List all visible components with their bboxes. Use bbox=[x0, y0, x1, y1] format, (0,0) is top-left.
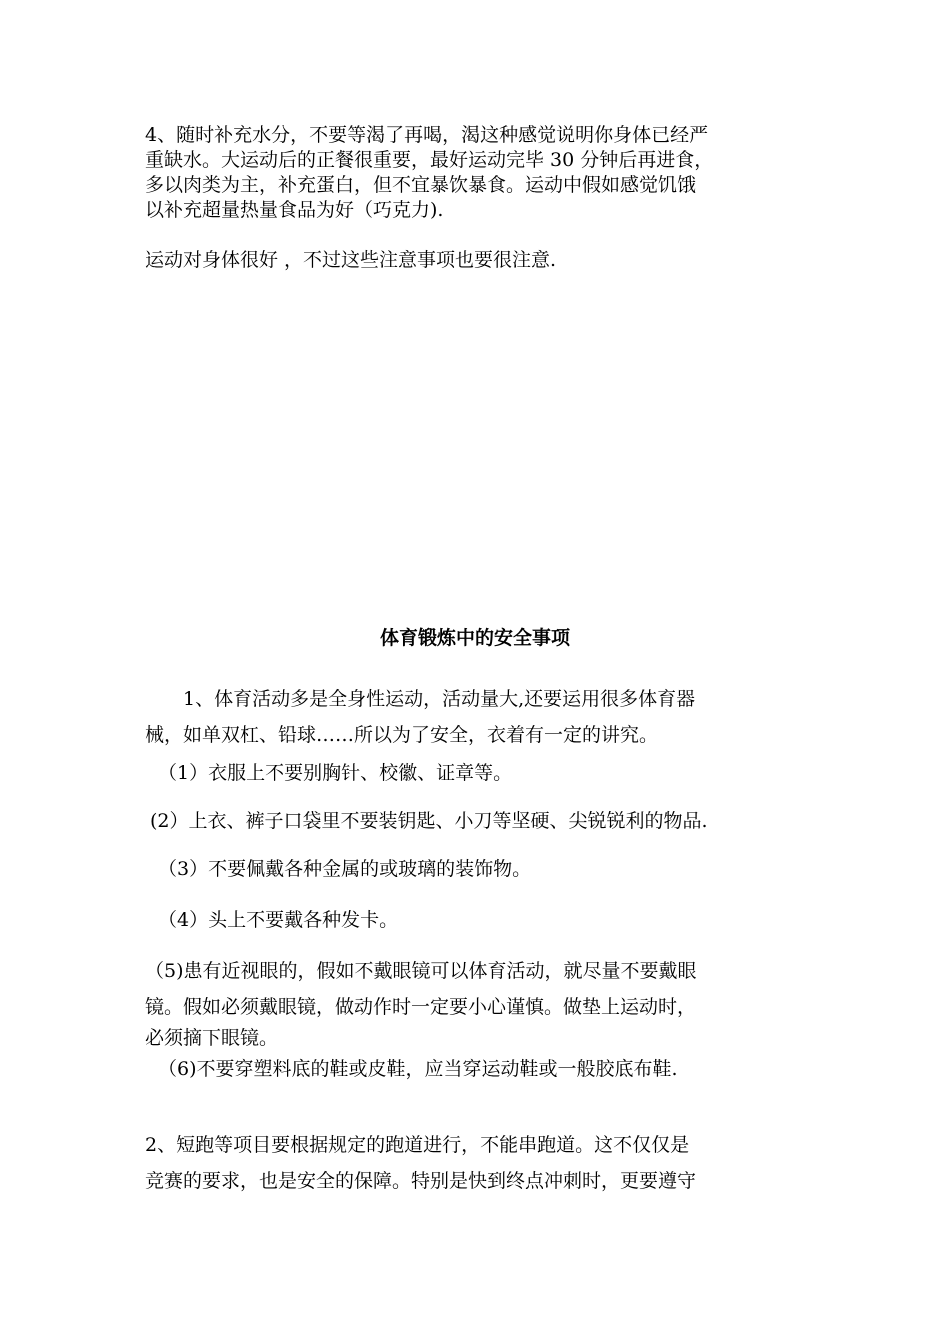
list-item: （3）不要佩戴各种金属的或玻璃的装饰物。 bbox=[158, 858, 532, 880]
text-line: 1、体育活动多是全身性运动，活动量大,还要运用很多体育器 bbox=[145, 688, 696, 710]
paragraph-track-running bbox=[145, 1127, 815, 1199]
list-item: （1）衣服上不要别胸针、校徽、证章等。 bbox=[158, 762, 513, 784]
list-item: （6)不要穿塑料底的鞋或皮鞋，应当穿运动鞋或一般胶底布鞋. bbox=[158, 1058, 678, 1080]
paragraph-summary: 运动对身体很好 ，不过这些注意事项也要很注意. bbox=[145, 249, 557, 271]
text-line: 必须摘下眼镜。 bbox=[145, 1027, 279, 1049]
text-line: 多以肉类为主，补充蛋白，但不宜暴饮暴食。运动中假如感觉饥饿 bbox=[145, 174, 697, 196]
list-item bbox=[145, 953, 815, 1051]
paragraph-clothing bbox=[145, 681, 815, 753]
text-line: 以补充超量热量食品为好（巧克力). bbox=[145, 199, 444, 221]
text-line: 重缺水。大运动后的正餐很重要，最好运动完毕 30 分钟后再进食， bbox=[145, 149, 714, 171]
text-line: 械，如单双杠、铅球……所以为了安全，衣着有一定的讲究。 bbox=[145, 724, 659, 746]
text-line: 竞赛的要求，也是安全的保障。特别是快到终点冲刺时，更要遵守 bbox=[145, 1170, 697, 1192]
text-line: 镜。假如必须戴眼镜，做动作时一定要小心谨慎。做垫上运动时， bbox=[145, 996, 697, 1018]
paragraph-hydration bbox=[145, 123, 815, 223]
list-item: （4）头上不要戴各种发卡。 bbox=[158, 909, 399, 931]
text-line: 2、短跑等项目要根据规定的跑道进行，不能串跑道。这不仅仅是 bbox=[145, 1134, 690, 1156]
text-line: （5)患有近视眼的，假如不戴眼镜可以体育活动，就尽量不要戴眼 bbox=[145, 960, 697, 982]
section-title: 体育锻炼中的安全事项 bbox=[379, 627, 570, 649]
list-item: (2）上衣、裤子口袋里不要装钥匙、小刀等坚硬、尖锐锐利的物品. bbox=[150, 810, 708, 832]
text-line: 4、随时补充水分，不要等渴了再喝，渴这种感觉说明你身体已经严 bbox=[145, 124, 709, 146]
